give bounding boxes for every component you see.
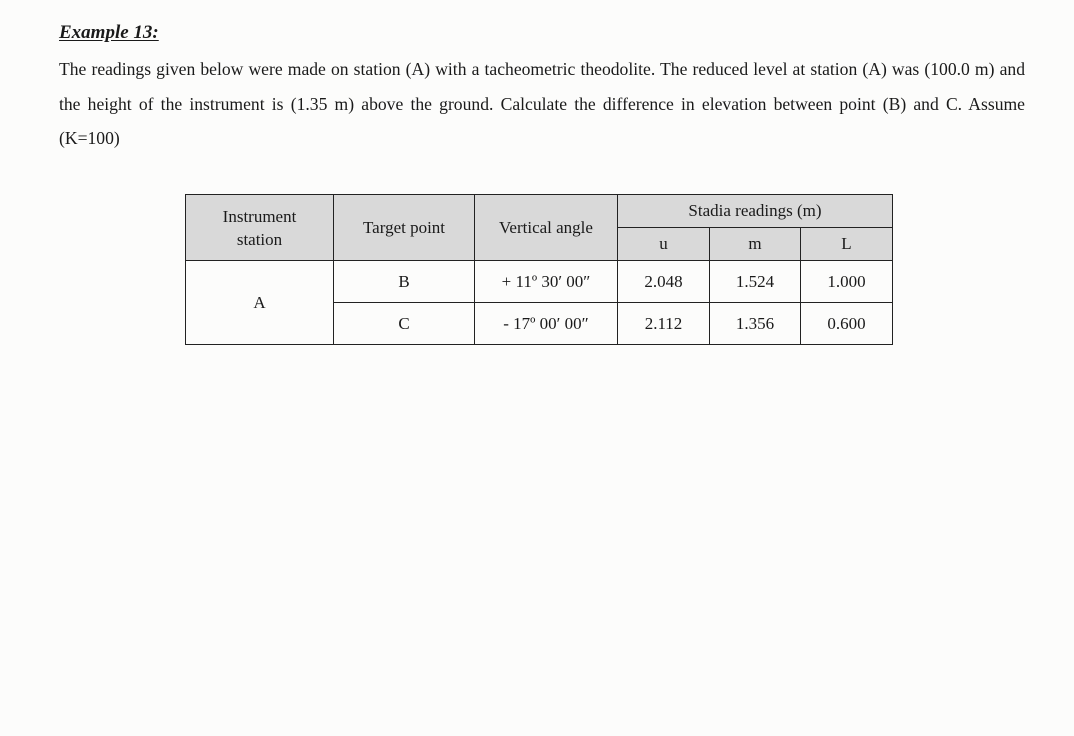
problem-statement: The readings given below were made on station (A) with a tacheometric theodolite. The reduced level at station (A) was (100.0 m) and the height of the instrument is (1.35 m) above the ground. Calculate the difference in elevation between point (B) and C. Assume (K=100) xyxy=(59,59,1025,148)
header-target-point: Target point xyxy=(334,195,475,261)
header-vertical-angle: Vertical angle xyxy=(475,195,618,261)
cell-target-point: C xyxy=(334,303,475,345)
header-instrument-station-line2: station xyxy=(236,229,283,249)
header-L: L xyxy=(801,228,893,261)
cell-L: 0.600 xyxy=(801,303,893,345)
header-instrument-station xyxy=(186,195,334,261)
cell-instrument-station: A xyxy=(186,261,334,345)
header-instrument-station-line1: Instrument xyxy=(222,206,297,226)
cell-vertical-angle: + 11º 30′ 00″ xyxy=(475,261,618,303)
cell-m: 1.356 xyxy=(710,303,801,345)
cell-m: 1.524 xyxy=(710,261,801,303)
cell-vertical-angle: - 17º 00′ 00″ xyxy=(475,303,618,345)
example-heading: Example 13: xyxy=(59,22,159,43)
cell-u: 2.048 xyxy=(618,261,710,303)
header-row-1 xyxy=(186,195,893,228)
header-m: m xyxy=(710,228,801,261)
cell-L: 1.000 xyxy=(801,261,893,303)
cell-u: 2.112 xyxy=(618,303,710,345)
header-u: u xyxy=(618,228,710,261)
cell-target-point: B xyxy=(334,261,475,303)
tacheometric-readings-table xyxy=(185,194,893,345)
header-stadia-readings: Stadia readings (m) xyxy=(618,195,893,228)
table-row xyxy=(186,261,893,303)
